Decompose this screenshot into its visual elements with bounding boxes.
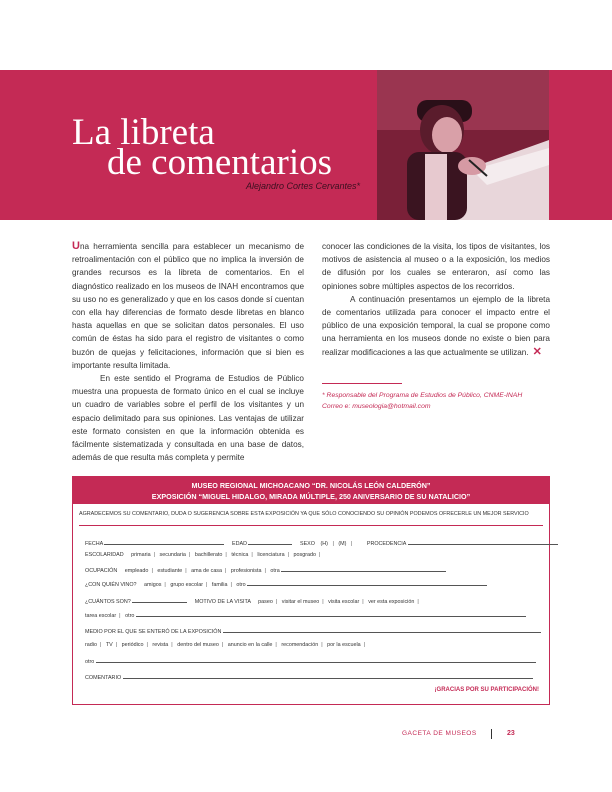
label-ocupacion: OCUPACIÓN	[85, 568, 118, 574]
comment-form	[72, 476, 550, 705]
row-escolaridad: ESCOLARIDAD primaria | secundaria | bachillerato | técnica | licenciatura | posgrado |	[85, 552, 321, 558]
row-medio-otro	[85, 655, 536, 665]
row-basic-info: FECHA EDAD SEXO (H) | (M) | PROCEDENCIA	[85, 537, 558, 547]
con-quien-otro-field[interactable]	[247, 578, 487, 586]
row-ocupacion: OCUPACIÓN empleado | estudiante | ama de casa | profesionista | otra	[85, 564, 446, 574]
label-fecha: FECHA	[85, 541, 103, 547]
label-escolaridad: ESCOLARIDAD	[85, 552, 124, 558]
end-mark-icon: ✕	[532, 345, 542, 358]
footnote	[322, 391, 550, 412]
con-quien-otro[interactable]: otro	[236, 582, 246, 588]
row-motivo-extra: tarea escolar | otro	[85, 609, 526, 619]
footnote-email: Correo e: museologia@hotmail.com	[322, 402, 431, 410]
row-cuantos-motivo: ¿CUÁNTOS SON? MOTIVO DE LA VISITA paseo | visitar el museo | visita escolar | ver esta exposición |	[85, 595, 422, 605]
footer-divider	[491, 729, 492, 739]
article-title-line-1: La libreta	[72, 112, 215, 153]
medio-dentro-museo[interactable]: dentro del museo	[177, 642, 219, 648]
escolaridad-licenciatura[interactable]: licenciatura	[257, 552, 285, 558]
motivo-paseo[interactable]: paseo	[258, 599, 273, 605]
medio-otro-field[interactable]	[96, 655, 536, 663]
form-museum-name: MUSEO REGIONAL MICHOACANO “DR. NICOLÁS LEÓN CALDERÓN”	[191, 481, 431, 490]
motivo-ver-exposicion[interactable]: ver esta exposición	[368, 599, 415, 605]
escolaridad-primaria[interactable]: primaria	[131, 552, 151, 558]
row-medio-label	[85, 625, 541, 635]
ocupacion-ama-de-casa[interactable]: ama de casa	[191, 568, 223, 574]
photo-illustration	[377, 70, 549, 220]
motivo-otro-field[interactable]	[136, 609, 526, 617]
publication-name: GACETA DE MUSEOS	[402, 730, 477, 737]
row-con-quien: ¿CON QUIÉN VINO? amigos | grupo escolar | familia | otro	[85, 578, 487, 588]
paragraph-1-text: na herramienta sencilla para establecer un mecanismo de retroalimentación con el público que no implica la inversión de grandes recursos es la libreta de comentarios. En el diagnóstico realizado en los museos de INAH encontramos que su uso no es generalizado y que en los casos donde sí cuentan con ella hay diferencias de formato desde libretas en blanco hasta aquellas en que se solicitan datos personales. El uso común de éstas ha sido para el registro de visitantes o como buzón de quejas y felicitaciones, información que si bien es importante resulta limitada.	[72, 242, 304, 370]
sexo-h-option[interactable]: (H)	[320, 541, 328, 547]
article-paragraph-4	[322, 293, 550, 359]
medio-periodico[interactable]: periódico	[121, 642, 144, 648]
page-number: 23	[507, 730, 515, 737]
procedencia-field[interactable]	[408, 537, 558, 545]
label-motivo: MOTIVO DE LA VISITA	[194, 599, 251, 605]
comentario-field[interactable]	[123, 671, 533, 679]
ocupacion-profesionista[interactable]: profesionista	[230, 568, 262, 574]
article-paragraph-2: En este sentido el Programa de Estudios de Público muestra una propuesta de formato único en el cual se incluye un cuadro de variables sobre el perfil de los visitantes y un espacio delimitado para sus opiniones. Las ventajas de utilizar este formato consisten en que la información obtenida es fácilmente sistematizada y consultada en una base de datos, además de que resulta más completa y permite	[72, 374, 304, 463]
form-intro: AGRADECEMOS SU COMENTARIO, DUDA O SUGERENCIA SOBRE ESTA EXPOSICIÓN YA QUE SÓLO CONOCIENDO SU OPINIÓN PODEMOS OFRECERLE UN MEJOR SERVICIO	[79, 511, 529, 517]
paragraph-4-text: A continuación presentamos un ejemplo de la libreta de comentarios utilizada para conocer el impacto entre el público de una exposición temporal, la cual se propone como una herramienta en los museos donde no existe o bien para realizar modificaciones a las que actualmente se utilizan.	[322, 294, 550, 357]
escolaridad-posgrado[interactable]: posgrado	[293, 552, 316, 558]
label-medio: MEDIO POR EL QUE SE ENTERÓ DE LA EXPOSICIÓN	[85, 629, 222, 635]
form-thanks: ¡GRACIAS POR SU PARTICIPACIÓN!	[434, 687, 539, 693]
row-comentario	[85, 671, 533, 681]
article-column-right	[322, 240, 550, 359]
label-comentario: COMENTARIO	[85, 675, 122, 681]
sexo-m-option[interactable]: (M)	[338, 541, 347, 547]
footnote-affiliation: * Responsable del Programa de Estudios de Público, CNME-INAH	[322, 392, 523, 399]
escolaridad-tecnica[interactable]: técnica	[231, 552, 249, 558]
con-quien-grupo-escolar[interactable]: grupo escolar	[170, 582, 203, 588]
medio-otro[interactable]: otro	[85, 659, 95, 665]
motivo-otro[interactable]: otro	[125, 613, 135, 619]
edad-field[interactable]	[248, 537, 292, 545]
motivo-visitar-museo[interactable]: visitar el museo	[281, 599, 320, 605]
label-cuantos: ¿CUÁNTOS SON?	[85, 599, 131, 605]
medio-field[interactable]	[223, 625, 541, 633]
medio-revista[interactable]: revista	[152, 642, 169, 648]
medio-radio[interactable]: radio	[85, 642, 97, 648]
medio-tv[interactable]: TV	[105, 642, 113, 648]
label-con-quien: ¿CON QUIÉN VINO?	[85, 582, 137, 588]
con-quien-familia[interactable]: familia	[211, 582, 228, 588]
form-header	[73, 477, 549, 504]
fecha-field[interactable]	[104, 537, 224, 545]
medio-recomendacion[interactable]: recomendación	[281, 642, 319, 648]
article-paragraph-1	[72, 240, 304, 372]
ocupacion-empleado[interactable]: empleado	[124, 568, 149, 574]
drop-cap: U	[72, 240, 80, 252]
motivo-visita-escolar[interactable]: visita escolar	[328, 599, 360, 605]
footnote-rule	[322, 383, 402, 384]
motivo-tarea-escolar[interactable]: tarea escolar	[85, 613, 117, 619]
row-medio-options: radio | TV | periódico | revista | dentro del museo | anuncio en la calle | recomendación | por la escuela |	[85, 642, 366, 648]
article-title-line-2: de comentarios	[107, 142, 332, 183]
intro-divider	[79, 525, 543, 526]
con-quien-amigos[interactable]: amigos	[144, 582, 162, 588]
ocupacion-otra[interactable]: otra	[270, 568, 280, 574]
cuantos-field[interactable]	[132, 595, 187, 603]
label-procedencia: PROCEDENCIA	[366, 541, 407, 547]
article-column-left	[72, 240, 304, 464]
escolaridad-secundaria[interactable]: secundaria	[159, 552, 186, 558]
article-paragraph-3: conocer las condiciones de la visita, los tipos de visitantes, los motivos de asistencia al museo o a la exposición, los medios de difusión por los cuales se enteraron, así como las opiniones sobre múltiples aspectos de los recorridos.	[322, 242, 550, 291]
medio-anuncio-calle[interactable]: anuncio en la calle	[227, 642, 273, 648]
ocupacion-estudiante[interactable]: estudiante	[157, 568, 183, 574]
article-author: Alejandro Cortes Cervantes*	[246, 181, 361, 191]
child-writing-photo	[377, 70, 549, 220]
medio-escuela[interactable]: por la escuela	[327, 642, 361, 648]
escolaridad-bachillerato[interactable]: bachillerato	[194, 552, 223, 558]
label-edad: EDAD	[231, 541, 247, 547]
ocupacion-otra-field[interactable]	[281, 564, 446, 572]
label-sexo: SEXO	[299, 541, 315, 547]
form-exhibition-name: EXPOSICIÓN “MIGUEL HIDALGO, MIRADA MÚLTIPLE, 250 ANIVERSARIO DE SU NATALICIO”	[151, 492, 471, 501]
